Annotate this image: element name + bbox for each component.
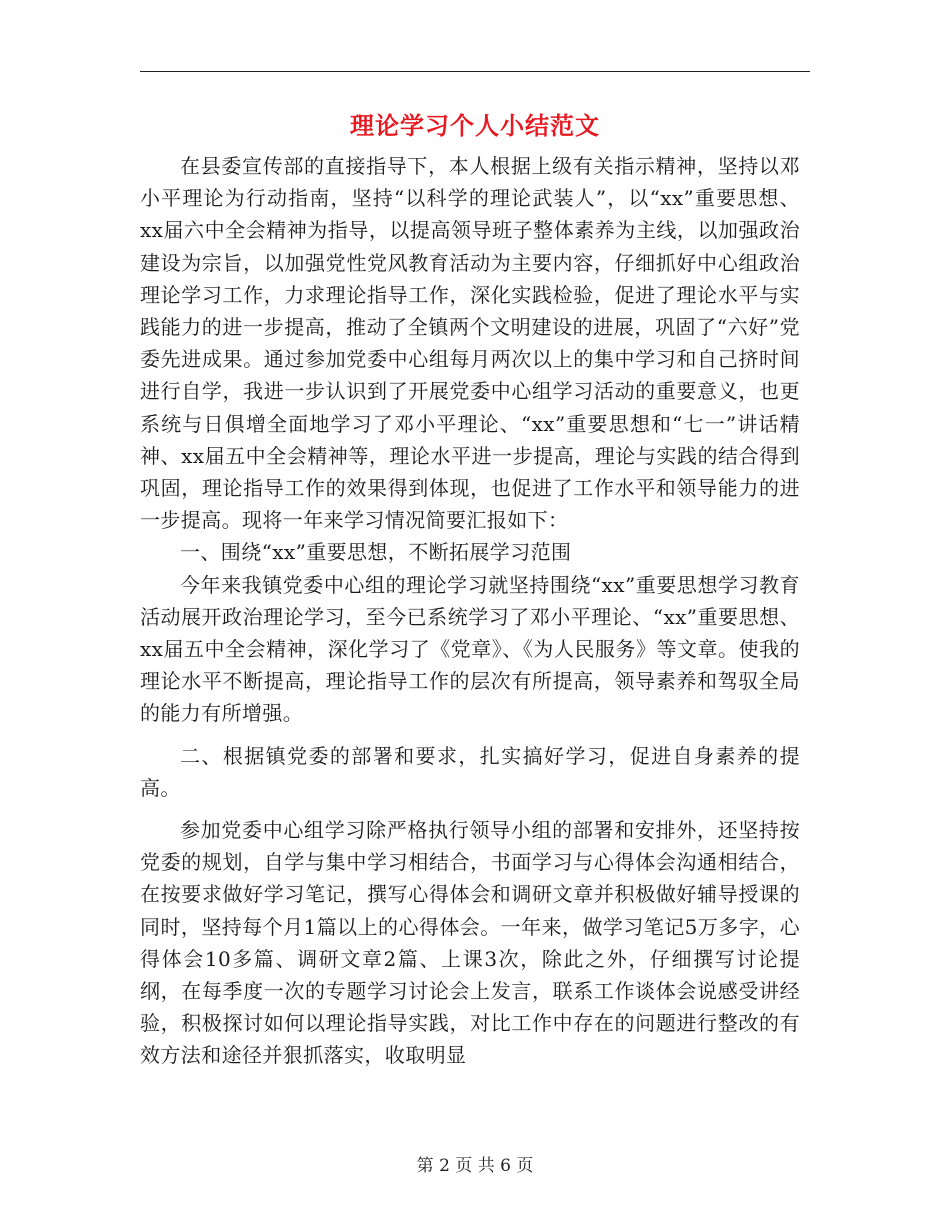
document-body [140, 150, 800, 1072]
paragraph-section-2: 参加党委中心组学习除严格执行领导小组的部署和安排外，还坚持按党委的规划，自学与集中学习相结合，书面学习与心得体会沟通相结合，在按要求做好学习笔记，撰写心得体会和调研文章并积极做好辅导授课的同时，坚持每个月1篇以上的心得体会。一年来，做学习笔记5万多字，心得体会10多篇、调研文章2篇、上课3次，除此之外，仔细撰写讨论提纲，在每季度一次的专题学习讨论会上发言，联系工作谈体会说感受讲经验，积极探讨如何以理论指导实践，对比工作中存在的问题进行整改的有效方法和途径并狠抓落实，收取明显 [140, 818, 800, 1068]
page-footer [140, 1154, 810, 1178]
section-heading-2: 二、根据镇党委的部署和要求，扎实搞好学习，促进自身素养的提高。 [140, 743, 800, 800]
paragraph-section-1: 今年来我镇党委中心组的理论学习就坚持围绕“xx”重要思想学习教育活动展开政治理论学习，至今已系统学习了邓小平理论、“xx”重要思想、xx届五中全会精神，深化学习了《党章》、《为人民服务》等文章。使我的理论水平不断提高，理论指导工作的层次有所提高，领导素养和驾驭全局的能力有所增强。 [140, 572, 800, 726]
document-title: 理论学习个人小结范文 [350, 111, 600, 140]
page-number-label: 第 2 页 共 6 页 [416, 1156, 534, 1176]
paragraph-intro: 在县委宣传部的直接指导下，本人根据上级有关指示精神，坚持以邓小平理论为行动指南，坚持“以科学的理论武装人”，以“xx”重要思想、xx届六中全会精神为指导，以提高领导班子整体素养为主线，以加强政治建设为宗旨，以加强党性党风教育活动为主要内容，仔细抓好中心组政治理论学习工作，力求理论指导工作，深化实践检验，促进了理论水平与实践能力的进一步提高，推动了全镇两个文明建设的进展，巩固了“六好”党委先进成果。通过参加党委中心组每月两次以上的集中学习和自己挤时间进行自学，我进一步认识到了开展党委中心组学习活动的重要意义，也更系统与日俱增全面地学习了邓小平理论、“xx”重要思想和“七一”讲话精神、xx届五中全会精神等，理论水平进一步提高，理论与实践的结合得到巩固，理论指导工作的效果得到体现，也促进了工作水平和领导能力的进一步提高。现将一年来学习情况简要汇报如下： [140, 154, 800, 533]
header-rule [140, 71, 810, 72]
section-heading-1: 一、围绕“xx”重要思想，不断拓展学习范围 [180, 540, 572, 565]
